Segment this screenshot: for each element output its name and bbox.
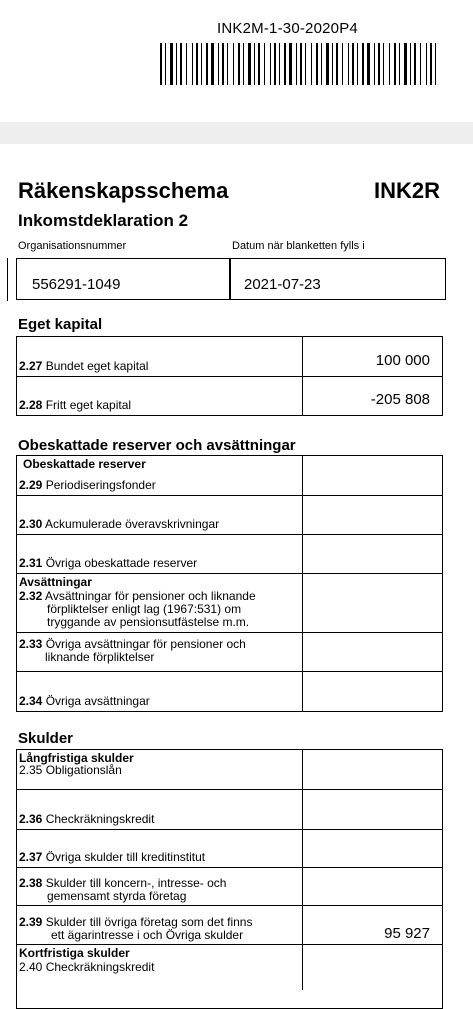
page-title: Räkenskapsschema [18,178,229,203]
form-subtitle: Inkomstdeklaration 2 [18,211,189,230]
form-code: INK2M-1-30-2020P4 [217,20,358,37]
table-skulder [16,749,443,1009]
row-2-34: 2.34 Övriga avsättningar [17,672,442,711]
form-id: INK2R [374,178,441,203]
row-2-36: 2.36 Checkräkningskredit [17,790,442,830]
page-separator [0,122,473,144]
value-2-27[interactable]: 100 000 [375,352,430,369]
value-2-28[interactable]: -205 808 [370,391,430,408]
row-2-27: 2.27 Bundet eget kapital 100 000 [17,337,442,377]
table-obeskattade [16,455,443,712]
table-eget-kapital [16,336,443,416]
row-2-28: 2.28 Fritt eget kapital -205 808 [17,377,442,415]
group-obeskattade-reserver: Obeskattade reserver [23,457,146,471]
row-2-30: 2.30 Ackumulerade överavskrivningar [17,496,442,535]
section-skulder: Skulder [18,730,74,747]
row-2-35: Långfristiga skulder 2.35 Obligationslån [17,750,442,790]
page-header-area [0,0,473,122]
left-margin-mark [0,258,8,301]
group-avsattningar: Avsättningar [19,575,92,589]
section-eget-kapital: Eget kapital [18,316,103,333]
section-obeskattade: Obeskattade reserver och avsättningar [18,437,296,454]
row-2-38: 2.38 Skulder till koncern-, intresse- och gemensamt styrda företag [17,868,442,906]
org-number-label: Organisationsnummer [18,240,127,252]
group-kortfristiga: Kortfristiga skulder [19,946,130,960]
row-2-32: Avsättningar 2.32 Avsättningar för pensioner och liknande förpliktelser enligt lag (1967:531) om tryggande av pensionsutfästelse m.m. [17,574,442,633]
date-value: 2021-07-23 [244,276,321,293]
row-2-39: 2.39 Skulder till övriga företag som det finns ett ägarintresse i och Övriga skulder 95 927 [17,906,442,945]
date-label: Datum när blanketten fylls i [232,240,365,252]
row-2-29: Obeskattade reserver 2.29 Periodiseringsfonder [17,456,442,496]
org-number-value: 556291-1049 [32,276,121,293]
barcode-icon [160,43,438,85]
row-2-40: Kortfristiga skulder 2.40 Checkräkningskredit [17,945,442,990]
row-2-37: 2.37 Övriga skulder till kreditinstitut [17,830,442,868]
group-langfristiga: Långfristiga skulder [19,751,134,765]
row-2-33: 2.33 Övriga avsättningar för pensioner och liknande förpliktelser [17,633,442,672]
value-2-39[interactable]: 95 927 [384,925,430,942]
row-2-31: 2.31 Övriga obeskattade reserver [17,535,442,574]
